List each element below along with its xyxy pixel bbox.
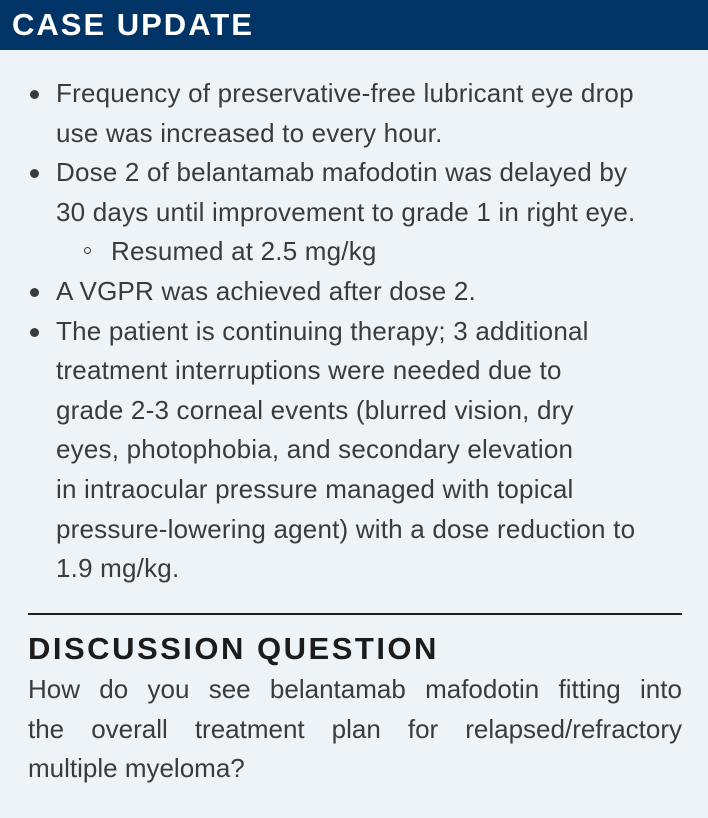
discussion-word: overall [91,713,168,744]
discussion-word: do [99,674,129,704]
bullet-dot [30,90,39,99]
bullet-text-line: The patient is continuing therapy; 3 additional [56,315,589,346]
bullet-item-vgpr [0,272,708,312]
bullet-dot [30,328,39,337]
discussion-word: you [147,674,190,704]
discussion-word: belantamab [269,674,406,704]
discussion-word: for [407,713,439,744]
sub-bullet-text-line: Resumed at 2.5 mg/kg [111,236,377,267]
case-update-title: CASE UPDATE [12,7,254,42]
discussion-word: fitting [558,674,621,704]
bullet-item-dose-delay [0,153,708,232]
discussion-word: How [28,674,81,704]
discussion-text-line [28,710,682,750]
bullet-text-line: eyes, photophobia, and secondary elevation [56,434,574,465]
discussion-word: treatment [194,713,305,744]
discussion-question-title: DISCUSSION QUESTION [28,631,439,666]
bullet-text-line: in intraocular pressure managed with topical [56,473,574,504]
bullet-text-line: pressure-lowering agent) with a dose reduction to [56,513,636,544]
bullet-text-line: use was increased to every hour. [56,117,443,148]
bullet-dot [30,288,39,297]
section-divider [28,613,682,615]
case-update-bullet-list [0,74,708,589]
bullet-text-line: grade 2-3 corneal events (blurred vision, dry [56,394,574,425]
bullet-text-line: Dose 2 of belantamab mafodotin was delayed by [56,157,628,188]
discussion-word: relapsed/refractory [465,713,682,744]
discussion-word: the [28,713,65,744]
discussion-word: see [208,674,251,704]
discussion-word: mafodotin [425,674,540,704]
bullet-text-line: treatment interruptions were needed due to [56,355,562,386]
sub-bullet-circle [84,247,91,254]
bullet-dot [30,169,39,178]
discussion-word: plan [331,713,381,744]
discussion-text-line [28,670,682,710]
bullet-text-line: 30 days until improvement to grade 1 in right eye. [56,196,636,227]
discussion-word: into [639,674,682,704]
sub-bullet-item-resumed-dose [0,232,708,272]
discussion-question-body [28,670,682,789]
bullet-text-line: A VGPR was achieved after dose 2. [56,275,476,306]
bullet-item-eye-drops [0,74,708,153]
bullet-item-continuing-therapy [0,312,708,589]
bullet-text-line: 1.9 mg/kg. [56,553,180,584]
bullet-text-line: Frequency of preservative-free lubricant eye drop [56,78,634,108]
discussion-text-line: multiple myeloma? [28,753,245,784]
case-update-header [0,0,708,50]
